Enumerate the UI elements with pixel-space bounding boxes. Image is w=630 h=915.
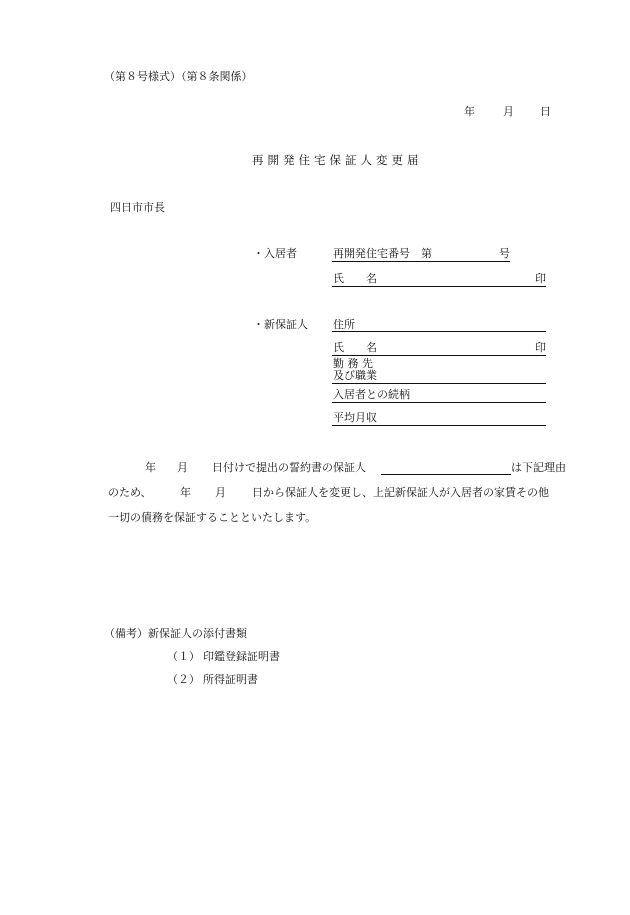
body-line2-month: 月 xyxy=(215,486,226,499)
resident-name-label: 氏 名 xyxy=(333,272,377,285)
guarantor-section-label: ・新保証人 xyxy=(253,318,308,331)
body-line1-tail: は下記理由 xyxy=(511,461,566,474)
guarantor-name-underline xyxy=(332,355,546,356)
workplace-underline xyxy=(332,383,546,384)
body-line2-text: 日から保証人を変更し、上記新保証人が入居者の家賃その他 xyxy=(252,486,549,499)
body-line3-text: 一切の債務を保証することといたします。 xyxy=(108,511,317,524)
remarks-item-1-number: （１） xyxy=(167,650,200,663)
remarks-label: （備考）新保証人の添付書類 xyxy=(104,627,247,640)
housing-number-underline xyxy=(332,261,510,262)
body-line2-year: 年 xyxy=(180,486,191,499)
workplace-label-line2: 及び職業 xyxy=(333,369,377,382)
resident-seal: 印 xyxy=(535,272,546,285)
body-line1-year: 年 xyxy=(145,461,156,474)
relationship-underline xyxy=(332,402,546,403)
resident-section-label: ・入居者 xyxy=(253,247,297,260)
guarantor-name-label: 氏 名 xyxy=(333,341,377,354)
body-line2-head: のため、 xyxy=(108,486,152,499)
income-label: 平均月収 xyxy=(333,411,377,424)
guarantor-seal: 印 xyxy=(535,341,546,354)
date-day: 日 xyxy=(540,105,551,118)
document-title: 再開発住宅保証人変更届 xyxy=(252,153,423,167)
remarks-item-2-text: 所得証明書 xyxy=(203,673,258,686)
remarks-item-1-text: 印鑑登録証明書 xyxy=(203,650,280,663)
date-month: 月 xyxy=(503,105,514,118)
date-line xyxy=(464,105,551,119)
income-underline xyxy=(332,425,546,426)
housing-number-label: 再開発住宅番号 第 xyxy=(333,247,432,260)
body-line1-month: 月 xyxy=(177,461,188,474)
workplace-label-line1: 勤 務 先 xyxy=(333,357,373,370)
relationship-label: 入居者との続柄 xyxy=(333,388,410,401)
guarantor-address-underline xyxy=(332,331,546,332)
body-line1-text: 日付けで提出の誓約書の保証人 xyxy=(212,461,366,474)
resident-name-underline xyxy=(332,286,546,287)
addressee: 四日市市長 xyxy=(110,201,165,214)
date-year: 年 xyxy=(464,105,475,118)
form-number: （第８号様式）（第８条関係） xyxy=(104,70,253,83)
former-guarantor-underline xyxy=(381,474,511,475)
housing-number-suffix: 号 xyxy=(499,247,510,260)
guarantor-address-label: 住所 xyxy=(333,318,355,331)
remarks-item-2-number: （２） xyxy=(167,673,200,686)
